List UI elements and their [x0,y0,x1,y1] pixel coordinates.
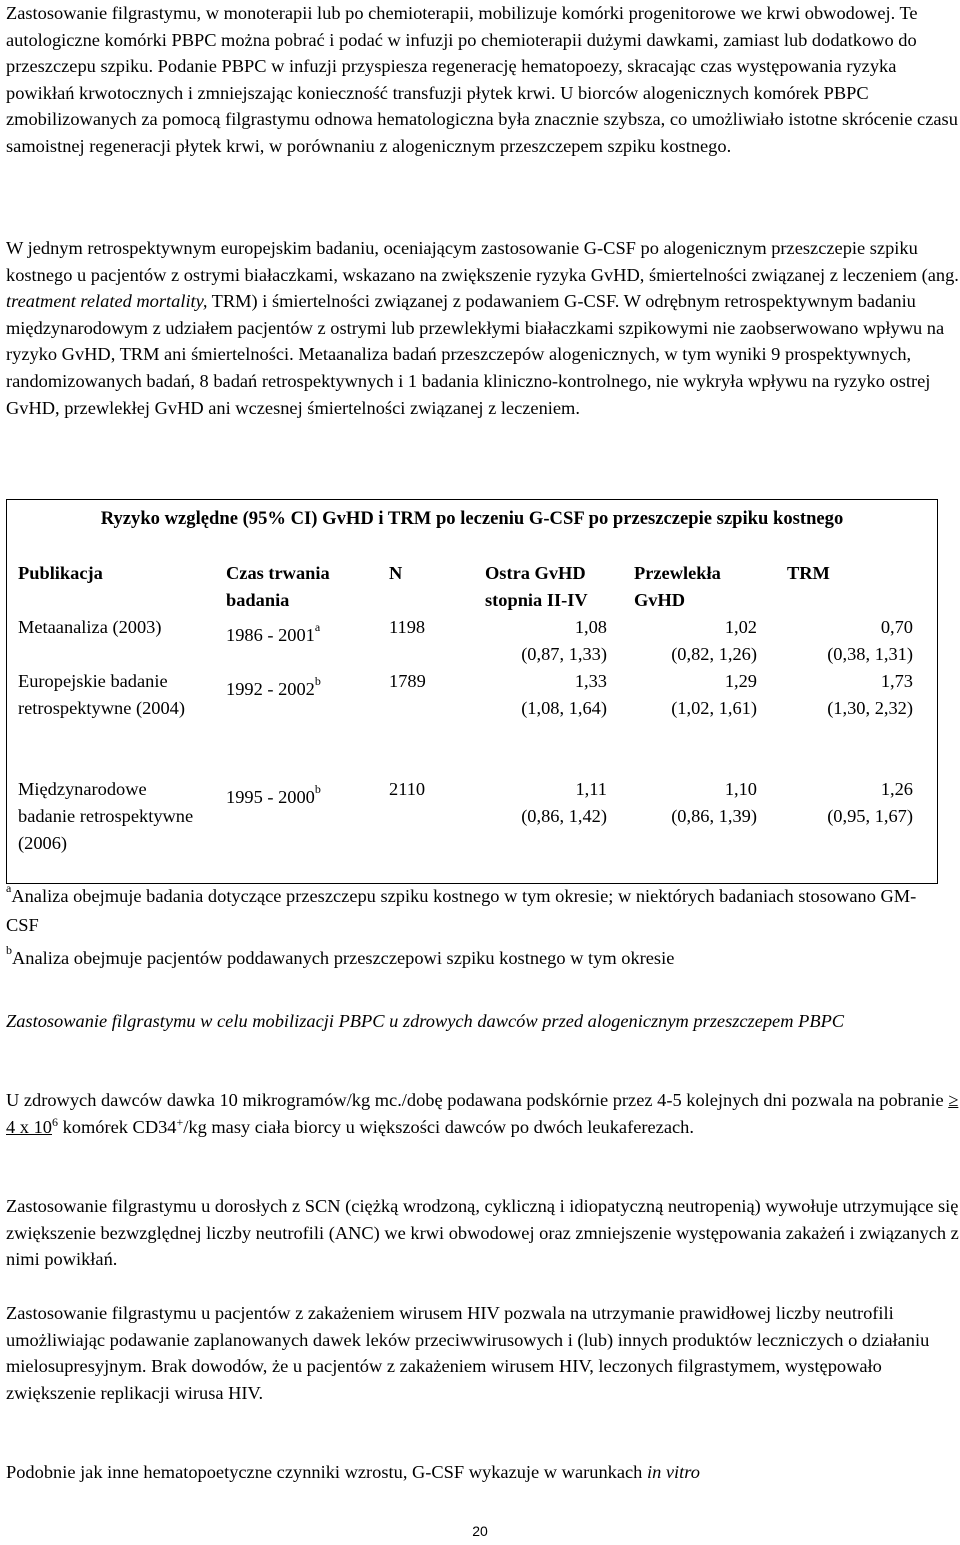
cell-period: 1986 - 2001$^a$ [226,620,321,645]
cell-acute-gvhd: 1,11 (0,86, 1,42) [521,779,607,826]
footnote-mark: a [6,881,12,895]
cell-n: 1198 [389,617,426,637]
paragraph-growth-factors: Podobnie jak inne hematopoetyczne czynniki wzrostu, G-CSF wykazuje w warunkach in vitro [6,1462,700,1482]
table-title: Ryzyko względne (95% CI) GvHD i TRM po leczeniu G-CSF po przeszczepie szpiku kostnego [100,508,844,529]
cell-chronic-gvhd: 1,29 (1,02, 1,61) [671,671,757,718]
gvhd-risk-table [6,499,938,884]
text-segment: W jednym retrospektywnym europejskim badaniu, oceniającym zastosowanie G-CSF po alogenicznym przeszczepie szpiku kostnego u pacjentów z ostrymi białaczkami, wskazano na zwiększenie ryzyka GvHD, śmiertelności związanej z leczeniem (ang. [6,238,959,285]
cell-trm: 0,70 (0,38, 1,31) [827,617,913,664]
cell-publication: Metaanaliza (2003) [18,617,162,637]
cell-chronic-gvhd: 1,10 (0,86, 1,39) [671,779,757,826]
header-n: N [389,563,403,583]
cell-publication: Europejskie badanie retrospektywne (2004) [18,671,185,718]
footnote-b: $^b$Analiza obejmuje pacjentów poddawanych przeszczepowi szpiku kostnego w tym okresie [6,943,675,968]
cell-chronic-gvhd: 1,02 (0,82, 1,26) [671,617,757,664]
footnote-mark: a [314,620,321,634]
cell-acute-gvhd: 1,08 (0,87, 1,33) [521,617,607,664]
paragraph-pbpc-mobilization: Zastosowanie filgrastymu, w monoterapii lub po chemioterapii, mobilizuje komórki progenitorowe we krwi obwodowej. Te autologiczne komórki PBPC można pobrać i podać w infuzji po chemioterapii dużymi dawkami, zamiast lub dodatkowo do przeszczepu szpiku. Podanie PBPC w infuzji przyspiesza regenerację hematopoezy, skracając czas występowania ryzyka powikłań krwotocznych i zmniejszając konieczność transfuzji płytek krwi. U biorców alogenicznych komórek PBPC zmobilizowanych za pomocą filgrastymu odnowa hematologiczna była znacznie szybsza, co umożliwiało istotne skrócenie czasu samoistnej regeneracji płytek krwi, w porównaniu z alogenicznym przeszczepem szpiku kostnego. [6,3,958,156]
cell-n: 2110 [389,779,426,799]
footnote-mark: b [6,943,12,957]
paragraph-gvhd-studies [6,235,960,421]
paragraph-donor-dose: U zdrowych dawców dawka 10 mikrogramów/kg mc./dobę podawana podskórnie przez 4-5 kolejnych dni pozwala na pobranie ≥ 4 x $10^6$ komórek CD34+/kg masy ciała biorcy u większości dawców po dwóch leukaferezach. [6,1090,959,1137]
section-heading: Zastosowanie filgrastymu w celu mobilizacji PBPC u zdrowych dawców przed alogenicznym przeszczepem PBPC [6,1011,845,1031]
cell-acute-gvhd: 1,33 (1,08, 1,64) [521,671,607,718]
header-publication: Publikacja [18,563,103,583]
cell-period: 1992 - 2002$^b$ [226,674,321,699]
header-study-period: Czas trwania badania [226,563,330,610]
italic-term: in vitro [646,1462,700,1482]
italic-term: treatment related mortality, [6,291,208,312]
header-acute-gvhd: Ostra GvHD stopnia II-IV [485,563,588,610]
footnote-mark: b [314,782,321,796]
paragraph-hiv: Zastosowanie filgrastymu u pacjentów z zakażeniem wirusem HIV pozwala na utrzymanie prawidłowej liczby neutrofili umożliwiając podawanie zaplanowanych dawek leków przeciwwirusowych i (lub) innych produktów leczniczych o działaniu mielosupresyjnym. Brak dowodów, że u pacjentów z zakażeniem wirusem HIV, leczonych filgrastymem, występowało zwiększenie replikacji wirusa HIV. [6,1303,930,1403]
cell-publication: Międzynarodowe badanie retrospektywne (2006) [18,779,194,853]
cell-trm: 1,26 (0,95, 1,67) [827,779,913,826]
cell-n: 1789 [389,671,426,691]
cell-trm: 1,73 (1,30, 2,32) [827,671,913,718]
header-trm: TRM [787,563,830,583]
header-chronic-gvhd: Przewlekła GvHD [634,563,721,610]
footnote-a: $^a$Analiza obejmuje badania dotyczące przeszczepu szpiku kostnego w tym okresie; w niektórych badaniach stosowano GM-CSF [6,881,917,935]
footnote-mark: b [314,674,321,688]
page-number: 20 [472,1523,488,1539]
paragraph-scn: Zastosowanie filgrastymu u dorosłych z SCN (ciężką wrodzoną, cykliczną i idiopatyczną neutropenią) wywołuje utrzymujące się zwiększenie bezwzględnej liczby neutrofili (ANC) we krwi obwodowej oraz zmniejszenie występowania zakażeń i związanych z nimi powikłań. [6,1196,959,1270]
cell-period: 1995 - 2000$^b$ [226,782,321,807]
text-segment: TRM) i śmiertelności związanej z podawaniem G-CSF. W odrębnym retrospektywnym badaniu międzynarodowym z udziałem pacjentów z ostrymi lub przewlekłymi białaczkami szpikowymi nie zaobserwowano wpływu na ryzyko GvHD, TRM ani śmiertelności. Metaanaliza badań przeszczepów alogenicznych, w tym wyniki 9 prospektywnych, randomizowanych badań, 8 badań retrospektywnych i 1 badania kliniczno-kontrolnego, nie wykryła wpływu na ryzyko ostrej GvHD, przewlekłej GvHD ani wczesnej śmiertelności związanej z leczeniem. [6,291,945,418]
